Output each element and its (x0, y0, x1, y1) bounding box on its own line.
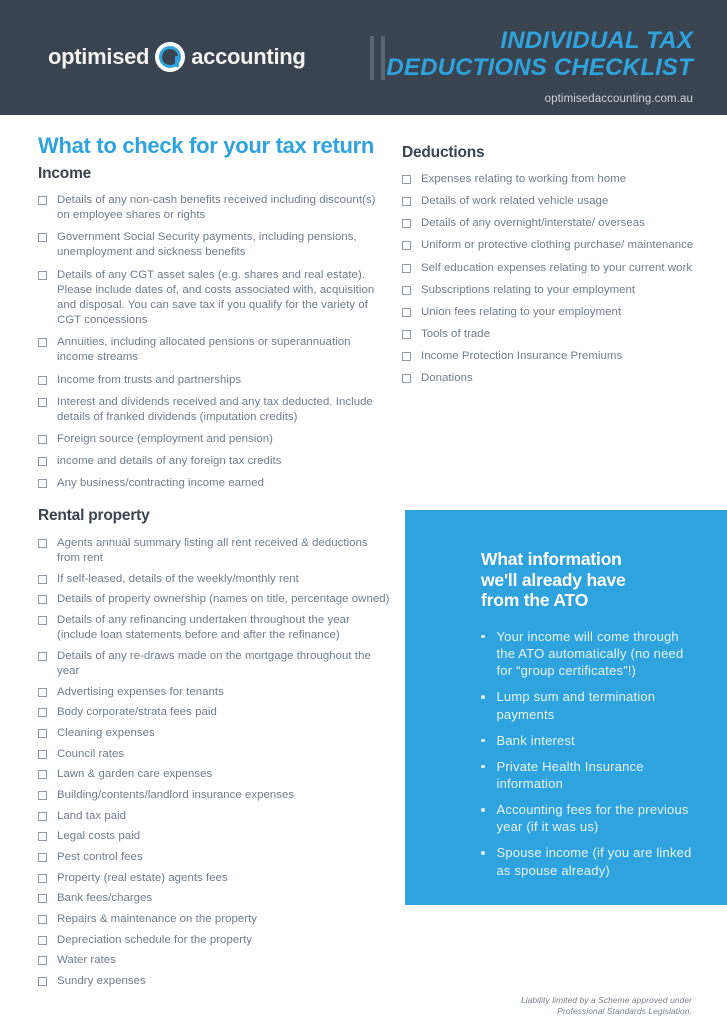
checkbox-icon[interactable] (38, 874, 47, 883)
list-item-label: Details of any overnight/interstate/ overseas (421, 217, 645, 230)
page-title: What to check for your tax return (38, 133, 375, 158)
list-item-label: Tools of trade (421, 328, 491, 341)
list-item-label: Agents annual summary listing all rent received & deductions from rent (57, 537, 368, 565)
list-item[interactable] (38, 454, 386, 469)
checkbox-icon[interactable] (402, 352, 411, 361)
checkbox-icon[interactable] (38, 977, 47, 986)
checkbox-icon[interactable] (402, 308, 411, 317)
header-divider-bars (370, 36, 385, 80)
list-item-label: income and details of any foreign tax credits (57, 455, 282, 468)
checkbox-icon[interactable] (38, 457, 47, 466)
list-item-label: Subscriptions relating to your employment (421, 283, 636, 296)
list-item[interactable] (38, 613, 390, 643)
checkbox-icon[interactable] (402, 197, 411, 206)
divider-bar-2 (381, 36, 385, 80)
page-header (0, 0, 727, 115)
list-item[interactable] (38, 373, 386, 388)
list-item[interactable] (38, 230, 386, 260)
list-item[interactable] (38, 767, 390, 782)
list-item-label: Income from trusts and partnerships (57, 373, 242, 386)
checkbox-icon[interactable] (38, 616, 47, 625)
list-item-label: Land tax paid (57, 809, 127, 822)
checkbox-icon[interactable] (38, 688, 47, 697)
rental-checklist (38, 536, 390, 989)
list-item-label: Bank fees/charges (57, 892, 153, 905)
ato-box-title-line-3: from the ATO (481, 590, 589, 611)
income-section-title: Income (38, 165, 92, 182)
footer-disclaimer-line-1: Liability limited by a Scheme approved under (520, 995, 692, 1006)
list-item (481, 801, 701, 835)
logo-word-right: accounting (191, 44, 306, 69)
bullet-dot-icon (481, 765, 485, 769)
list-item[interactable] (38, 871, 390, 886)
footer-disclaimer (521, 995, 692, 1017)
list-item[interactable] (38, 705, 390, 720)
checkbox-icon[interactable] (38, 652, 47, 661)
list-item (481, 628, 701, 679)
list-item[interactable] (38, 891, 390, 906)
checkbox-icon[interactable] (38, 936, 47, 945)
bullet-dot-icon (481, 851, 485, 855)
list-item-label: Building/contents/landlord insurance expenses (57, 789, 295, 802)
ato-box-title-line-1: What information (481, 549, 622, 569)
ato-bullet-list (481, 628, 701, 879)
list-item-label: Foreign source (employment and pension) (57, 433, 273, 446)
list-item-label: Your income will come through the ATO automatically (no need for “group certificates”!) (496, 628, 684, 679)
list-item-label: Lump sum and termination payments (496, 689, 656, 722)
list-item-label: Spouse income (if you are linked as spouse already) (496, 845, 692, 878)
checkbox-icon[interactable] (38, 376, 47, 385)
checkbox-icon[interactable] (38, 271, 47, 280)
list-item-label: Details of any refinancing undertaken throughout the year (include loan statements before and after the refinance) (57, 614, 350, 642)
checkbox-icon[interactable] (38, 539, 47, 548)
list-item-label: Property (real estate) agents fees (57, 871, 228, 884)
list-item[interactable] (38, 685, 390, 700)
list-item-label: Legal costs paid (57, 830, 141, 843)
checkbox-icon[interactable] (402, 241, 411, 250)
checkbox-icon[interactable] (38, 791, 47, 800)
list-item[interactable] (402, 172, 702, 187)
list-item-label: Details of property ownership (names on title, percentage owned) (57, 593, 390, 606)
list-item-label: Cleaning expenses (57, 727, 155, 740)
list-item (481, 688, 701, 722)
list-item-label: Lawn & garden care expenses (57, 768, 213, 781)
list-item[interactable] (38, 850, 390, 865)
list-item[interactable] (38, 747, 390, 762)
list-item-label: Depreciation schedule for the property (57, 933, 253, 946)
circular-a-logo-icon (155, 42, 185, 72)
checkbox-icon[interactable] (38, 196, 47, 205)
list-item[interactable] (402, 371, 702, 386)
list-item[interactable] (38, 395, 386, 425)
list-item[interactable] (38, 592, 390, 607)
list-item (481, 758, 701, 792)
list-item[interactable] (402, 238, 702, 253)
list-item[interactable] (38, 649, 390, 679)
checkbox-icon[interactable] (402, 286, 411, 295)
checkbox-icon[interactable] (38, 233, 47, 242)
document-title-line-1: INDIVIDUAL TAX (500, 27, 693, 54)
list-item-label: Body corporate/strata fees paid (57, 706, 217, 719)
list-item[interactable] (38, 268, 386, 329)
checkbox-icon[interactable] (38, 595, 47, 604)
list-item (481, 844, 701, 878)
bullet-dot-icon (481, 808, 485, 812)
checkbox-icon[interactable] (38, 770, 47, 779)
list-item[interactable] (38, 536, 390, 566)
list-item[interactable] (402, 283, 702, 298)
rental-property-section (38, 507, 390, 995)
list-item-label: Donations (421, 372, 473, 385)
list-item[interactable] (402, 349, 702, 364)
list-item-label: Expenses relating to working from home (421, 173, 627, 185)
checkbox-icon[interactable] (402, 374, 411, 383)
footer-disclaimer-line-2: Professional Standards Legislation. (557, 1006, 692, 1017)
list-item[interactable] (38, 809, 390, 824)
list-item[interactable] (402, 305, 702, 320)
checkbox-icon[interactable] (38, 853, 47, 862)
bullet-dot-icon (481, 635, 485, 639)
income-checklist (38, 193, 386, 492)
list-item[interactable] (38, 476, 386, 491)
list-item[interactable] (38, 829, 390, 844)
checkbox-icon[interactable] (38, 398, 47, 407)
checkbox-icon[interactable] (402, 219, 411, 228)
checkbox-icon[interactable] (38, 575, 47, 584)
list-item-label: Details of any re-draws made on the mortgage throughout the year (57, 649, 371, 678)
list-item[interactable] (38, 572, 390, 587)
bullet-dot-icon (481, 739, 485, 743)
checkbox-icon[interactable] (402, 330, 411, 339)
list-item[interactable] (38, 974, 390, 989)
list-item[interactable] (402, 216, 702, 231)
list-item[interactable] (38, 726, 390, 741)
list-item-label: Private Health Insurance information (496, 758, 644, 792)
ato-box-title-line-2: we'll already have (481, 569, 626, 590)
document-title-line-2: DEDUCTIONS CHECKLIST (386, 53, 693, 81)
list-item[interactable] (38, 788, 390, 803)
checkbox-icon[interactable] (38, 812, 47, 821)
list-item[interactable] (38, 193, 386, 223)
list-item[interactable] (38, 912, 390, 927)
company-logo[interactable] (48, 42, 306, 72)
ato-box-title (481, 549, 701, 611)
list-item-label: Annuities, including allocated pensions or superannuation income streams (57, 336, 351, 364)
list-item[interactable] (402, 261, 702, 276)
checkbox-icon[interactable] (38, 729, 47, 738)
list-item-label: Accounting fees for the previous year (if it was us) (496, 802, 689, 835)
checkbox-icon[interactable] (38, 956, 47, 965)
checkbox-icon[interactable] (38, 708, 47, 717)
list-item-label: Interest and dividends received and any tax deducted. Include details of franked dividends (imputation credits) (57, 395, 373, 423)
list-item (481, 732, 701, 749)
checkbox-icon[interactable] (38, 915, 47, 924)
list-item-label: Government Social Security payments, including pensions, unemployment and sickness benefits (57, 231, 357, 259)
deductions-checklist (402, 172, 702, 387)
document-title (386, 28, 693, 82)
rental-section-title: Rental property (38, 507, 150, 524)
list-item-label: Details of any non-cash benefits received including discount(s) on employee shares or rights (57, 194, 376, 222)
list-item-label: Union fees relating to your employment (421, 305, 622, 318)
bullet-dot-icon (481, 695, 485, 699)
list-item-label: Income Protection Insurance Premiums (421, 350, 623, 363)
divider-bar-1 (370, 36, 374, 80)
checkbox-icon[interactable] (38, 435, 47, 444)
list-item-label: Water rates (57, 954, 116, 967)
logo-word-left: optimised (48, 44, 150, 69)
list-item-label: If self-leased, details of the weekly/monthly rent (57, 572, 299, 585)
list-item-label: Self education expenses relating to your current work (421, 261, 693, 274)
list-item-label: Details of any CGT asset sales (e.g. shares and real estate). Please include dates of, and costs associated with, acquisition and disposal. You can save tax if you qualify for the variety of CGT concessions (57, 268, 375, 327)
list-item[interactable] (402, 194, 702, 209)
deductions-section-title: Deductions (402, 144, 485, 161)
deductions-section (402, 144, 702, 394)
list-item-label: Sundry expenses (57, 974, 146, 987)
list-item[interactable] (38, 933, 390, 948)
list-item[interactable] (38, 953, 390, 968)
checkbox-icon[interactable] (402, 264, 411, 273)
list-item-label: Bank interest (496, 732, 575, 748)
ato-info-box (405, 510, 727, 905)
page-body (0, 115, 727, 1030)
list-item-label: Uniform or protective clothing purchase/ maintenance (421, 239, 694, 252)
list-item-label: Council rates (57, 747, 125, 760)
list-item-label: Any business/contracting income earned (57, 477, 265, 490)
checkbox-icon[interactable] (38, 338, 47, 347)
income-section (38, 165, 386, 499)
list-item-label: Details of work related vehicle usage (421, 195, 609, 208)
list-item-label: Repairs & maintenance on the property (57, 912, 258, 925)
list-item[interactable] (38, 432, 386, 447)
checkbox-icon[interactable] (38, 894, 47, 903)
list-item[interactable] (402, 327, 702, 342)
list-item[interactable] (38, 335, 386, 365)
list-item-label: Pest control fees (57, 851, 143, 863)
list-item-label: Advertising expenses for tenants (57, 685, 224, 698)
checkbox-icon[interactable] (402, 175, 411, 184)
checkbox-icon[interactable] (38, 479, 47, 488)
website-url[interactable]: optimisedaccounting.com.au (544, 93, 693, 105)
checkbox-icon[interactable] (38, 750, 47, 759)
checkbox-icon[interactable] (38, 832, 47, 841)
